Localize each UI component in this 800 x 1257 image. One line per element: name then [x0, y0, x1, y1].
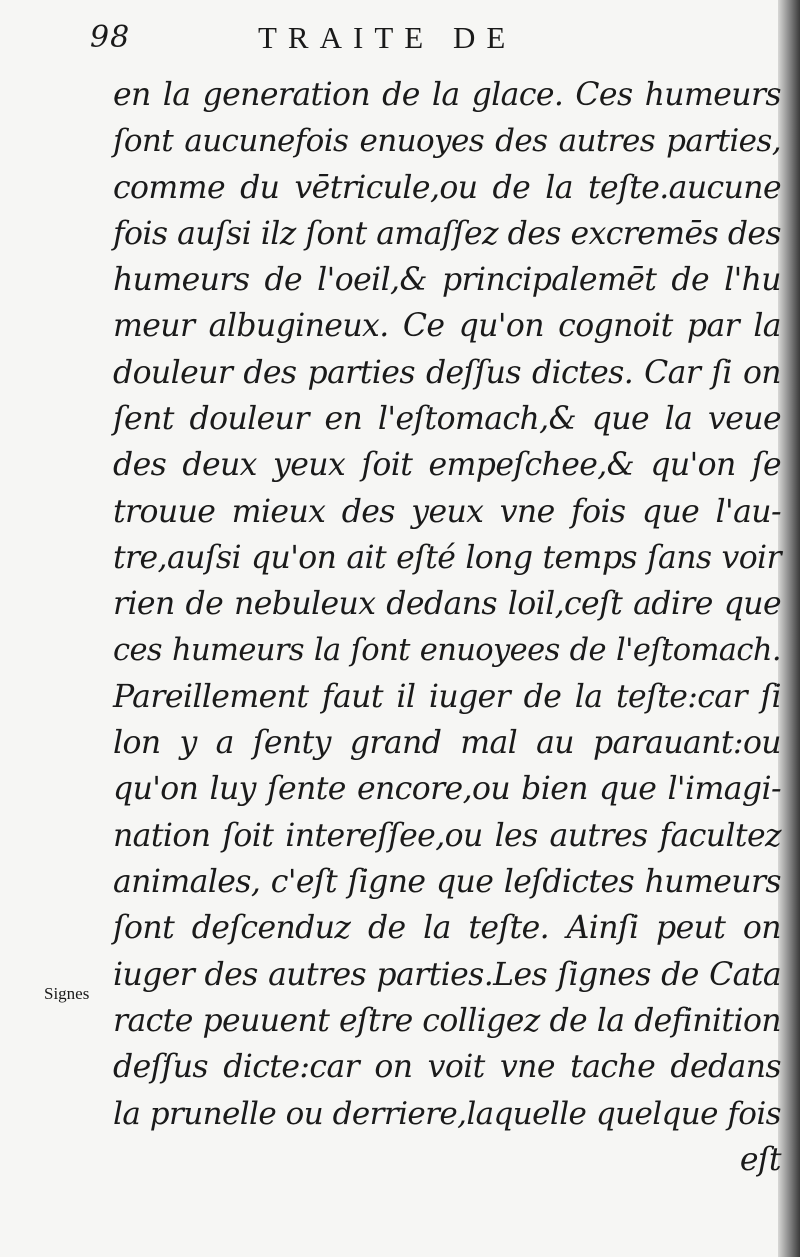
text-line: nation ſoit intereſſee,ou les autres facultez: [113, 817, 781, 854]
running-title: TRAITE DE: [258, 20, 517, 55]
text-line: des deux yeux ſoit empeſchee,& qu'on ſe: [113, 447, 781, 484]
text-line: en la generation de la glace. Ces humeurs: [113, 77, 781, 113]
catchword: eſt: [739, 1141, 781, 1178]
text-line: fois auſsi ilz ſont amaſſez des excremēs des: [113, 215, 781, 252]
text-line: lon y a ſenty grand mal au parauant:ou: [113, 725, 781, 762]
text-line: ſont aucunefois enuoyes des autres parties,: [113, 123, 781, 160]
page-header: [0, 14, 780, 64]
text-line: iuger des autres parties.Les ſignes de Cata: [113, 956, 781, 993]
text-line: la prunelle ou derriere,laquelle quelque fois: [113, 1095, 781, 1132]
text-line: trouue mieux des yeux vne fois que l'au-: [113, 493, 781, 530]
text-line: Pareillement faut il iuger de la teſte:car ſi: [113, 678, 781, 715]
text-line: ſont deſcenduz de la teſte. Ainſi peut on: [113, 910, 781, 947]
page-gutter: [778, 0, 800, 1257]
text-line: qu'on luy ſente encore,ou bien que l'imagi-: [113, 771, 781, 808]
text-line: animales, c'eſt ſigne que leſdictes humeurs: [113, 864, 781, 901]
text-line: humeurs de l'oeil,& principalemēt de l'hu: [113, 262, 781, 299]
margin-note: Signes: [44, 984, 90, 1003]
text-line: ces humeurs la ſont enuoyees de l'eſtomach.: [113, 632, 781, 668]
text-line: meur albugineux. Ce qu'on cognoit par la: [113, 308, 781, 345]
text-line: tre,auſsi qu'on ait eſté long temps ſans voir: [113, 539, 781, 576]
page-number: 98: [90, 20, 131, 55]
text-line: racte peuuent eſtre colligez de la definition: [113, 1002, 781, 1039]
text-line: rien de nebuleux dedans loil,ceſt adire que: [113, 586, 781, 623]
text-line: ſent douleur en l'eſtomach,& que la veue: [113, 401, 781, 438]
text-line: comme du vētricule,ou de la teſte.aucune: [113, 169, 781, 206]
text-line: douleur des parties deſſus dictes. Car ſi on: [113, 354, 781, 391]
body-text: [113, 72, 781, 1183]
text-line: deſſus dicte:car on voit vne tache dedans: [113, 1049, 781, 1086]
